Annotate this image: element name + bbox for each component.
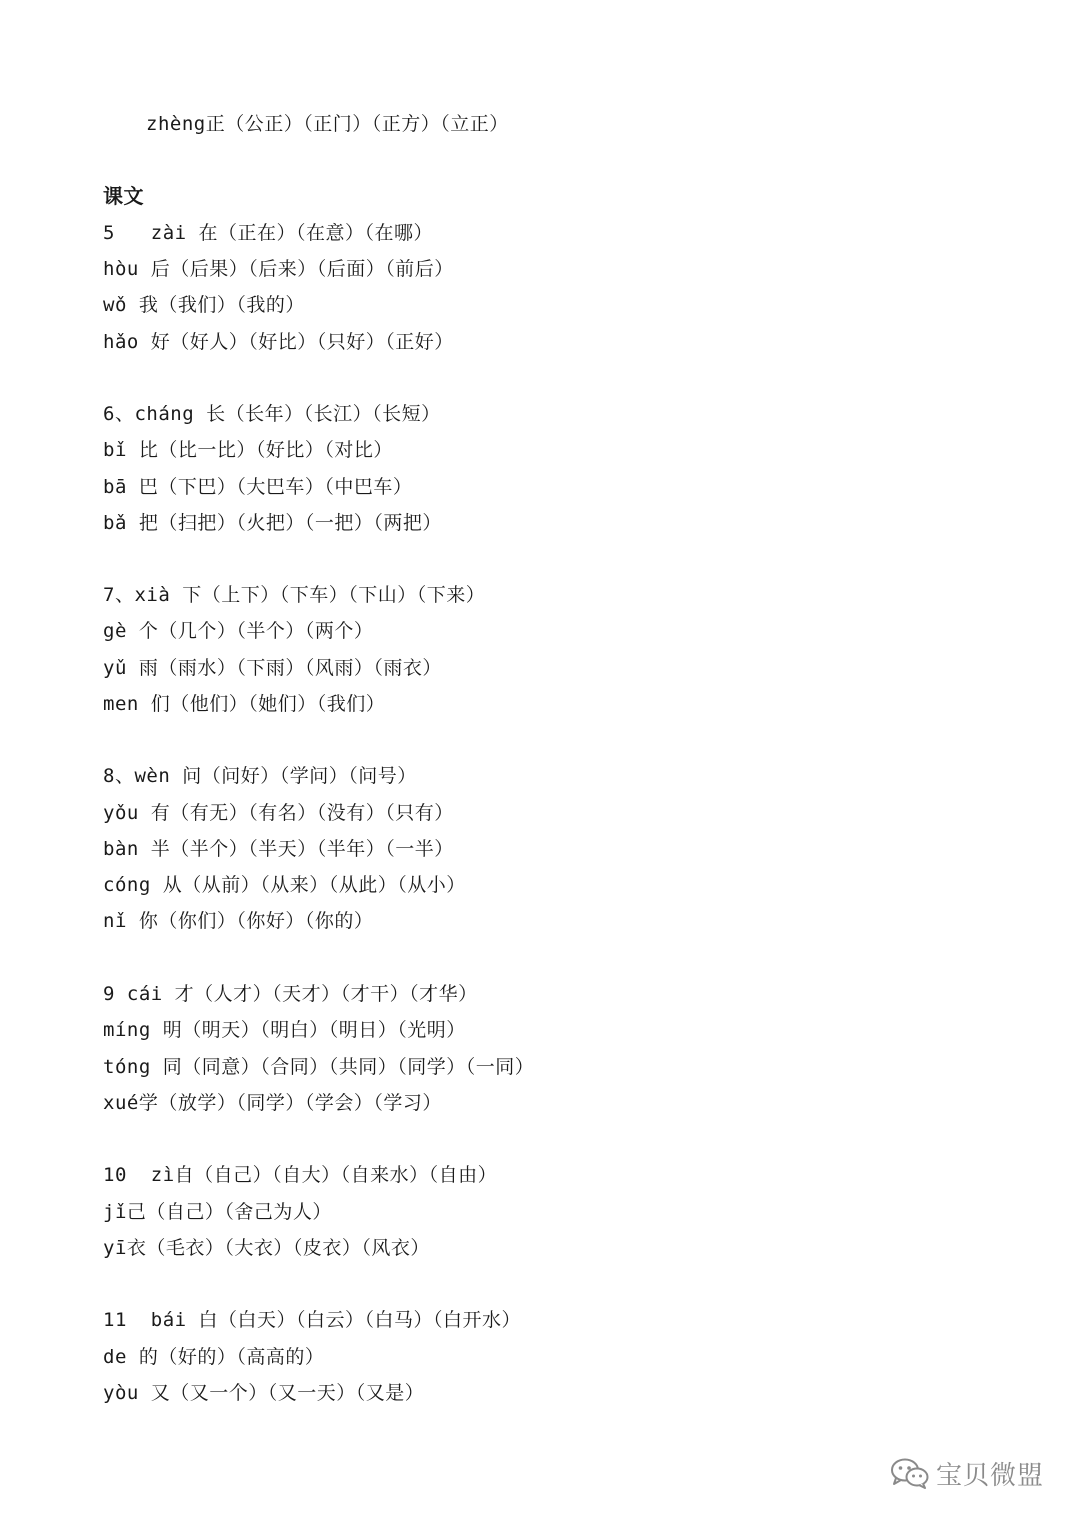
entry-line: 10 zì自（自己）（自大）（自来水）（自由）: [103, 1164, 498, 1186]
watermark-text: 宝贝微盟: [935, 1460, 1044, 1491]
entry-line: bǎ 把（扫把）（火把）（一把）（两把）: [103, 512, 442, 534]
entry-line: bǐ 比（比一比）（好比）（对比）: [103, 439, 393, 461]
entry-line: 8、wèn 问（问好）（学问）（问号）: [103, 765, 417, 787]
section-title: 课文: [103, 184, 144, 208]
entry-line: bàn 半（半个）（半天）（半年）（一半）: [103, 838, 454, 860]
entry-line: 5 zài 在（正在）（在意）（在哪）: [103, 222, 434, 244]
entry-line: bā 巴（下巴）（大巴车）（中巴车）: [103, 476, 413, 498]
entry-line: 9 cái 才（人才）（天才）（才干）（才华）: [103, 983, 478, 1005]
top-line: zhèng正（公正）（正门）（正方）（立正）: [146, 113, 509, 135]
entry-line: míng 明（明天）（明白）（明日）（光明）: [103, 1019, 466, 1041]
entry-line: men 们（他们）（她们）（我们）: [103, 693, 386, 715]
entry-line: hǎo 好（好人）（好比）（只好）（正好）: [103, 331, 454, 353]
entry-line: cóng 从（从前）（从来）（从此）（从小）: [103, 874, 466, 896]
watermark: [890, 1453, 1044, 1493]
wechat-icon: [890, 1457, 930, 1489]
entry-line: tóng 同（同意）（合同）（共同）（同学）（一同）: [103, 1056, 535, 1078]
entry-line: jǐ己（自己）（舍己为人）: [103, 1201, 332, 1223]
entry-line: yòu 又（又一个）（又一天）（又是）: [103, 1382, 425, 1404]
entry-line: 7、xià 下（上下）（下车）（下山）（下来）: [103, 584, 486, 606]
entry-line: xué学（放学）（同学）（学会）（学习）: [103, 1092, 442, 1114]
entry-line: nǐ 你（你们）（你好）（你的）: [103, 910, 374, 932]
entry-line: 6、cháng 长（长年）（长江）（长短）: [103, 403, 441, 425]
entry-line: hòu 后（后果）（后来）（后面）（前后）: [103, 258, 454, 280]
entry-line: 11 bái 白（白天）（白云）（白马）（白开水）: [103, 1309, 522, 1331]
entry-line: yī衣（毛衣）（大衣）（皮衣）（风衣）: [103, 1237, 430, 1259]
entry-line: yǒu 有（有无）（有名）（没有）（只有）: [103, 802, 454, 824]
entry-line: yǔ 雨（雨水）（下雨）（风雨）（雨衣）: [103, 657, 442, 679]
entry-line: de 的（好的）（高高的）: [103, 1346, 325, 1368]
entry-line: gè 个（几个）（半个）（两个）: [103, 620, 374, 642]
entry-line: wǒ 我（我们）（我的）: [103, 294, 305, 316]
